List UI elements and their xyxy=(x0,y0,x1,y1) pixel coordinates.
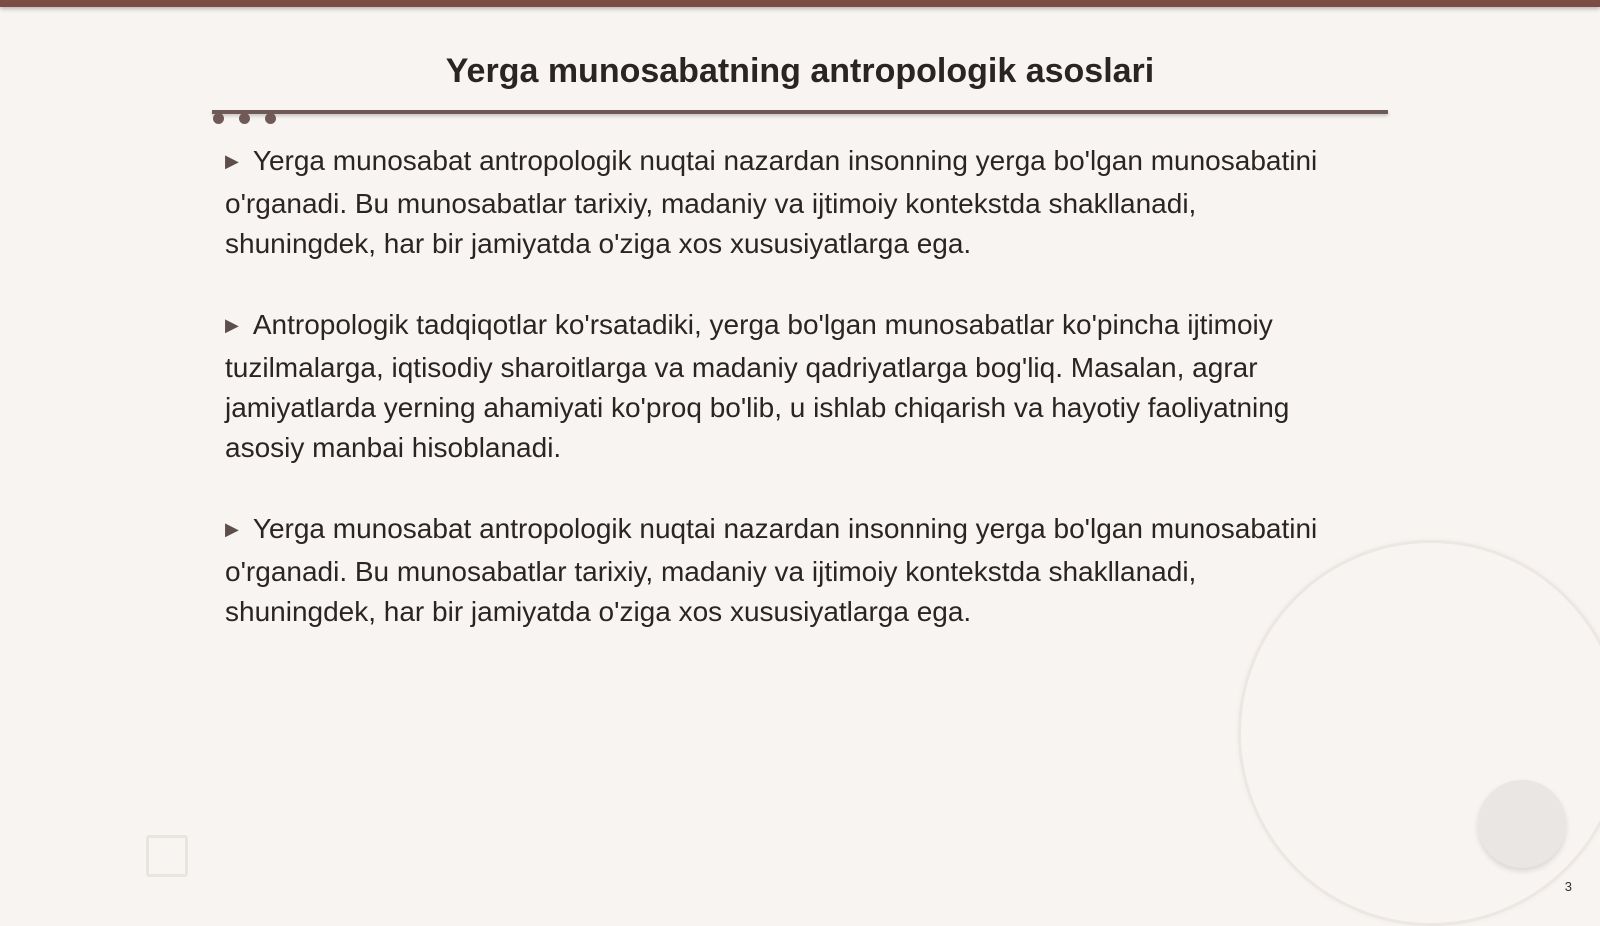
triangle-right-icon: ▶ xyxy=(225,315,239,335)
bullet-list xyxy=(225,141,1355,673)
decorative-circle-filled xyxy=(1478,780,1566,868)
divider-dot xyxy=(213,113,224,124)
slide-title: Yerga munosabatning antropologik asoslari xyxy=(445,52,1155,90)
bullet-item xyxy=(225,305,1355,468)
bullet-item xyxy=(225,141,1355,264)
bullet-item xyxy=(225,509,1355,632)
top-accent-bar xyxy=(0,0,1600,7)
title-divider xyxy=(212,110,1388,114)
divider-dot xyxy=(265,113,276,124)
divider-dot xyxy=(239,113,250,124)
triangle-right-icon: ▶ xyxy=(225,151,239,171)
decorative-square-outline xyxy=(146,835,188,877)
bullet-text: Antropologik tadqiqotlar ko'rsatadiki, yerga bo'lgan munosabatlar ko'pincha ijtimoiy tuzilmalarga, iqtisodiy sharoitlarga va madaniy qadriyatlarga bog'liq. Masalan, agrar jamiyatlarda yerning ahamiyati ko'proq bo'lib, u ishlab chiqarish va hayotiy faoliyatning asosiy manbai hisoblanadi. xyxy=(225,309,1290,463)
triangle-right-icon: ▶ xyxy=(225,519,239,539)
bullet-text: Yerga munosabat antropologik nuqtai nazardan insonning yerga bo'lgan munosabatini o'rganadi. Bu munosabatlar tarixiy, madaniy va ijtimoiy kontekstda shakllanadi, shuningdek, har bir jamiyatda o'ziga xos xususiyatlarga ega. xyxy=(225,513,1318,627)
bullet-text: Yerga munosabat antropologik nuqtai nazardan insonning yerga bo'lgan munosabatini o'rganadi. Bu munosabatlar tarixiy, madaniy va ijtimoiy kontekstda shakllanadi, shuningdek, har bir jamiyatda o'ziga xos xususiyatlarga ega. xyxy=(225,145,1318,259)
page-number: 3 xyxy=(1564,879,1572,894)
